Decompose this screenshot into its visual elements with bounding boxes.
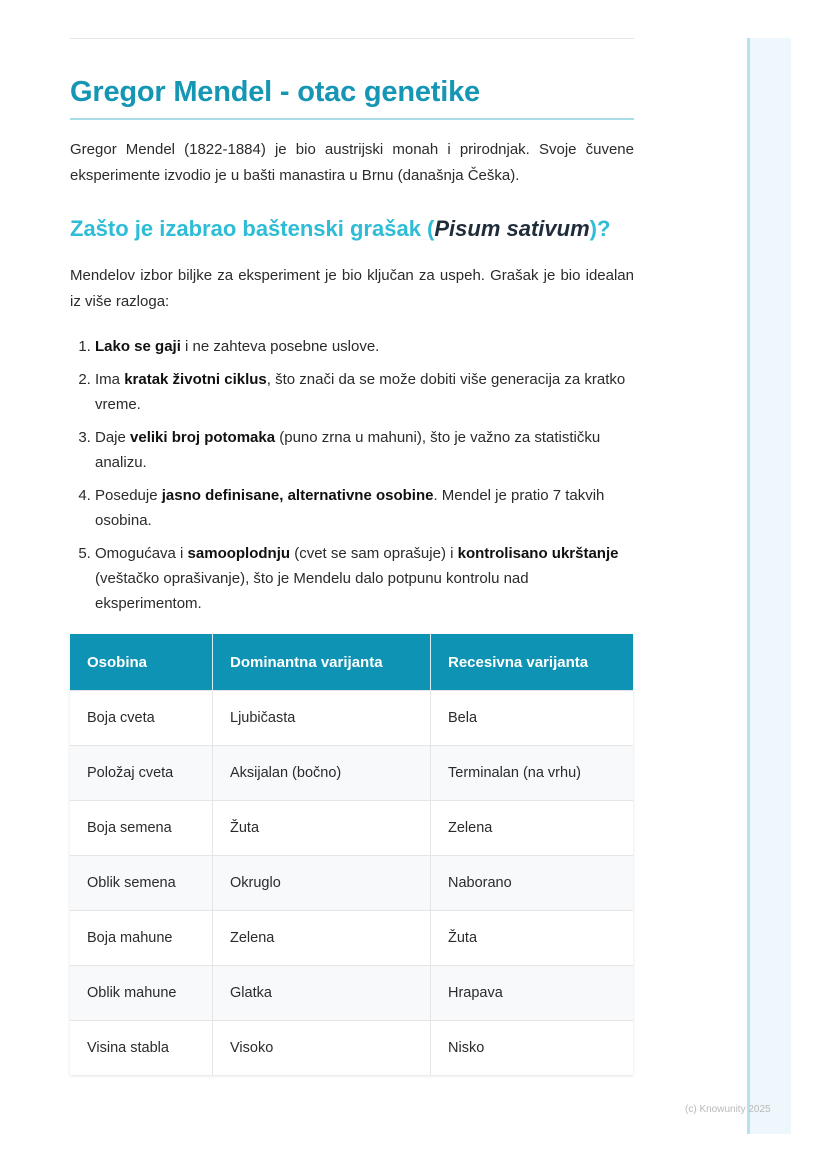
- table-header-row: [70, 634, 633, 691]
- table-cell: Glatka: [213, 966, 431, 1021]
- table-cell: Aksijalan (bočno): [213, 746, 431, 801]
- list-item-text: . Mendel je pratio 7 takvih osobina.: [95, 487, 605, 529]
- list-item-prefix: Daje: [95, 429, 131, 446]
- table-cell: Terminalan (na vrhu): [431, 746, 634, 801]
- table-cell: Oblik mahune: [70, 966, 213, 1021]
- section-heading-latin: Pisum sativum: [434, 216, 590, 241]
- table-cell: Visina stabla: [70, 1021, 213, 1076]
- table-row: [70, 746, 633, 801]
- reasons-list: [70, 334, 634, 616]
- table-cell: Naborano: [431, 856, 634, 911]
- table-row: [70, 966, 633, 1021]
- table-header-cell: Recesivna varijanta: [431, 634, 634, 691]
- list-item: [95, 541, 634, 616]
- list-item-text: , što znači da se može dobiti više generacija za kratko vreme.: [95, 371, 626, 413]
- list-item-bold: samooplodnju: [187, 545, 291, 562]
- list-item-text: (veštačko oprašivanje), što je Mendelu dalo potpunu kontrolu nad eksperimentom.: [95, 570, 529, 612]
- list-item-bold: jasno definisane, alternativne osobine: [161, 487, 434, 504]
- side-panel: [747, 38, 791, 1134]
- section-heading-after: )?: [589, 216, 611, 241]
- list-item: [95, 483, 634, 533]
- list-item-prefix: Ima: [95, 371, 125, 388]
- list-item: [95, 425, 634, 475]
- table-cell: Ljubičasta: [213, 691, 431, 746]
- table-cell: Položaj cveta: [70, 746, 213, 801]
- list-item: [95, 367, 634, 417]
- table-cell: Visoko: [213, 1021, 431, 1076]
- table-cell: Žuta: [213, 801, 431, 856]
- side-panel-edge: [747, 38, 750, 1134]
- table-cell: Boja cveta: [70, 691, 213, 746]
- intro-paragraph: Gregor Mendel (1822-1884) je bio austrijski monah i prirodnjak. Svoje čuvene eksperimente izvodio je u bašti manastira u Brnu (današnja Češka).: [70, 141, 634, 184]
- list-item-text: (cvet se sam oprašuje) i: [290, 545, 458, 562]
- list-item-text: i ne zahteva posebne uslove.: [180, 338, 380, 355]
- list-item-text: (puno zrna u mahuni), što je važno za statističku analizu.: [95, 429, 601, 471]
- table-cell: Okruglo: [213, 856, 431, 911]
- section-heading: [70, 211, 634, 247]
- section-heading-before: Zašto je izabrao baštenski grašak (: [70, 216, 435, 241]
- list-item-bold: kontrolisano ukrštanje: [457, 545, 619, 562]
- section-lead: Mendelov izbor biljke za eksperiment je bio ključan za uspeh. Grašak je bio idealan iz više razloga:: [70, 267, 634, 310]
- table-cell: Nisko: [431, 1021, 634, 1076]
- copyright-footer: (c) Knowunity 2025: [685, 1104, 771, 1115]
- list-item: [95, 334, 634, 359]
- list-item-bold: kratak životni ciklus: [124, 371, 267, 388]
- table-row: [70, 801, 633, 856]
- list-item-bold: Lako se gaji: [95, 338, 181, 355]
- title-underline: [70, 118, 634, 120]
- table-cell: Zelena: [213, 911, 431, 966]
- list-item-prefix: Poseduje: [95, 487, 162, 504]
- table-cell: Bela: [431, 691, 634, 746]
- table-cell: Žuta: [431, 911, 634, 966]
- table-cell: Boja mahune: [70, 911, 213, 966]
- table-cell: Boja semena: [70, 801, 213, 856]
- document-content: [70, 72, 634, 1075]
- table-cell: Hrapava: [431, 966, 634, 1021]
- table-row: [70, 1021, 633, 1076]
- table-header-cell: Osobina: [70, 634, 213, 691]
- list-item-prefix: Omogućava i: [95, 545, 188, 562]
- table-row: [70, 691, 633, 746]
- traits-table: [70, 634, 633, 1075]
- table-cell: Oblik semena: [70, 856, 213, 911]
- table-header-cell: Dominantna varijanta: [213, 634, 431, 691]
- list-item-bold: veliki broj potomaka: [130, 429, 276, 446]
- table-row: [70, 911, 633, 966]
- table-row: [70, 856, 633, 911]
- page-title: Gregor Mendel - otac genetike: [70, 76, 480, 108]
- top-divider: [70, 38, 634, 39]
- table-cell: Zelena: [431, 801, 634, 856]
